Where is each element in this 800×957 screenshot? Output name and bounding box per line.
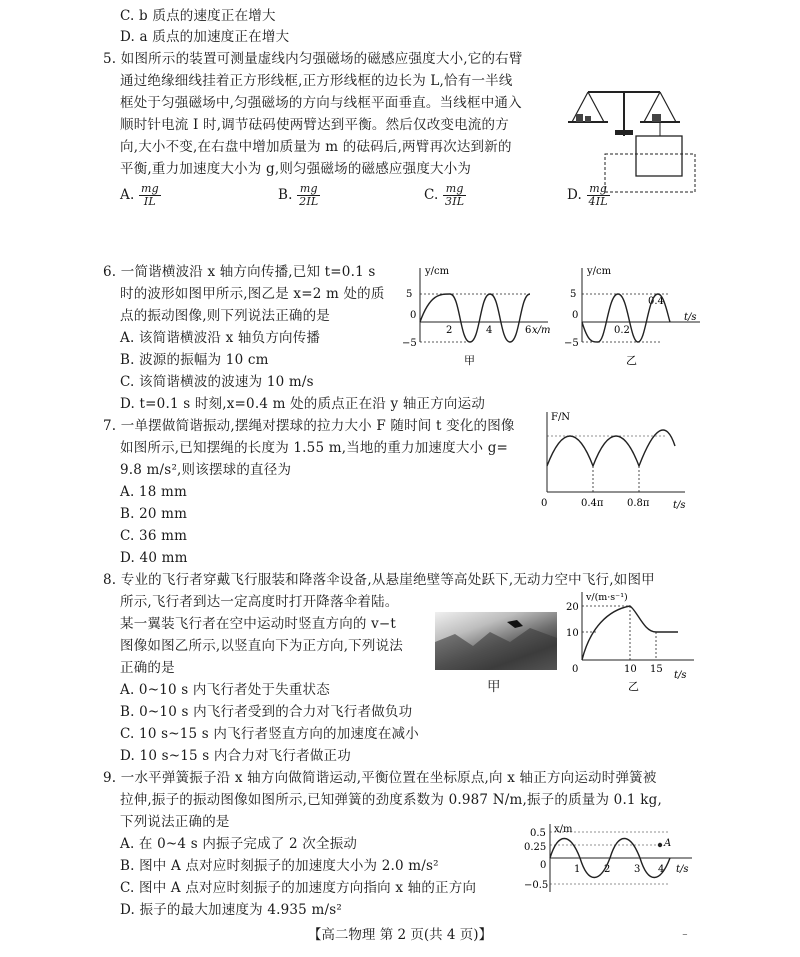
page-footer: 【高二物理 第 2 页(共 4 页)】: [307, 927, 493, 943]
fraction-numerator: mg: [140, 182, 159, 195]
fraction-numerator: mg: [297, 183, 320, 196]
q8-option-c: C. 10 s~15 s 内飞行者竖直方向的加速度在减小: [120, 726, 419, 742]
fraction-denominator: 3IL: [445, 195, 465, 208]
x-tick-label: 4: [486, 325, 493, 336]
q7-option-b: B. 20 mm: [120, 506, 188, 522]
q7-stem-line-1: 7. 一单摆做简谐振动,摆绳对摆球的拉力大小 F 随时间 t 变化的图像: [103, 418, 515, 434]
y-tick-label: 5: [570, 289, 577, 300]
q6-option-c: C. 该简谐横波的波速为 10 m/s: [120, 374, 314, 390]
balance-base: [615, 130, 633, 135]
q8-option-b: B. 0~10 s 内飞行者受到的合力对飞行者做负功: [120, 704, 413, 720]
x-axis-label: t/s: [684, 312, 697, 323]
x-tick-label: 10: [624, 664, 637, 675]
right-weight: [652, 114, 661, 122]
q5-stem-line-2: 通过绝缘细线挂着正方形线框,正方形线框的边长为 L,恰有一半线: [120, 73, 513, 89]
left-weight: [585, 116, 591, 122]
y-tick-label: 0: [540, 860, 547, 871]
y-axis-label: y/cm: [587, 266, 612, 277]
y-tick-label: 5: [406, 289, 413, 300]
q8-photo-caption: 甲: [487, 679, 501, 695]
x-tick-label: 2: [604, 864, 611, 875]
y-tick-label: 20: [566, 602, 579, 613]
q5-option-b: [278, 183, 320, 208]
q8-vt-figure: [560, 588, 700, 702]
q5-stem-line-1: 5. 如图所示的装置可测量虚线内匀强磁场的磁感应强度大小,它的右臂: [103, 51, 523, 67]
mountain-ridge: [435, 628, 557, 670]
corner-mark: ⁻: [682, 930, 689, 943]
fraction-numerator: mg: [443, 183, 466, 196]
q6-option-b: B. 波源的振幅为 10 cm: [120, 352, 269, 368]
balance-diagram: [560, 86, 700, 196]
q6-stem-line-1: 6. 一简谐横波沿 x 轴方向传播,已知 t=0.1 s: [103, 264, 376, 280]
x-tick-label: 2: [446, 325, 453, 336]
q4-option-d: D. a 质点的加速度正在增大: [120, 29, 290, 45]
tension-curve: [547, 430, 675, 466]
x-tick-label: 1: [574, 864, 581, 875]
q8-stem-line-1: 8. 专业的飞行者穿戴飞行服装和降落伞设备,从悬崖绝壁等高处跃下,无动力空中飞行,如图甲: [103, 572, 655, 588]
x-tick-label: 15: [650, 664, 663, 675]
q7-stem-line-2: 如图所示,已知摆绳的长度为 1.55 m,当地的重力加速度大小 g=: [120, 440, 509, 456]
x-tick-label: 0.4π: [581, 498, 604, 509]
q7-stem-line-3: 9.8 m/s²,则该摆球的直径为: [120, 462, 292, 478]
q7-option-c: C. 36 mm: [120, 528, 188, 544]
q9-stem-line-2: 拉伸,振子的振动图像如图所示,已知弹簧的劲度系数为 0.987 N/m,振子的质量为 0.1 kg,: [120, 792, 662, 808]
y-tick-label: 0.25: [524, 842, 547, 853]
fraction: [297, 183, 320, 208]
wingsuit-photo: [435, 612, 557, 670]
y-tick-label: 10: [566, 628, 579, 639]
x-axis-label: t/s: [673, 500, 686, 511]
y-axis-label: y/cm: [425, 266, 450, 277]
q6-stem-line-3: 点的振动图像,则下列说法正确的是: [120, 308, 330, 324]
x-tick-label: 4: [658, 864, 665, 875]
fraction-denominator: 4IL: [588, 195, 608, 208]
q9-option-d: D. 振子的最大加速度为 4.935 m/s²: [120, 902, 342, 918]
square-coil: [636, 136, 682, 176]
y-tick-label: −5: [402, 338, 417, 349]
wingsuit-flyer: [507, 620, 523, 628]
q5-option-label: C.: [424, 187, 439, 203]
q5-option-label: B.: [278, 187, 293, 203]
x-tick-label: 0.8π: [627, 498, 650, 509]
q5-balance-figure: [560, 86, 700, 200]
left-weight: [576, 114, 583, 122]
q6-stem-line-2: 时的波形如图甲所示,图乙是 x=2 m 处的质: [120, 286, 385, 302]
q8-option-a: A. 0~10 s 内飞行者处于失重状态: [120, 682, 330, 698]
y-tick-label: 0: [410, 310, 417, 321]
q8-option-d: D. 10 s~15 s 内合力对飞行者做正功: [120, 748, 351, 764]
q8-stem-line-2: 所示,飞行者到达一定高度时打开降落伞着陆。: [120, 594, 399, 610]
y-axis-label: v/(m·s⁻¹): [586, 592, 628, 603]
q5-option-label: D.: [567, 187, 583, 203]
q5-stem-line-5: 向,大小不变,在右盘中增加质量为 m 的砝码后,两臂再次达到新的: [120, 139, 512, 155]
fraction-denominator: IL: [143, 195, 156, 208]
x-tick-label: 0: [572, 664, 579, 675]
figure-caption: 乙: [628, 680, 639, 693]
q7-option-a: A. 18 mm: [120, 484, 188, 500]
q8-stem-line-5: 正确的是: [120, 660, 175, 676]
q5-stem-line-6: 平衡,重力加速度大小为 g,则匀强磁场的磁感应强度大小为: [120, 161, 472, 177]
figure-caption: 甲: [464, 354, 475, 367]
x-tick-label: 0: [541, 498, 548, 509]
y-axis-label: x/m: [554, 824, 573, 835]
q5-stem-line-4: 顺时针电流 I 时,调节砝码使两臂达到平衡。然后仅改变电流的方: [120, 117, 509, 133]
q9-option-b: B. 图中 A 点对应时刻振子的加速度大小为 2.0 m/s²: [120, 858, 439, 874]
fraction: [443, 183, 466, 208]
q7-figure: [535, 406, 695, 520]
q5-stem-line-3: 框处于匀强磁场中,匀强磁场的方向与线框平面垂直。当线框中通入: [120, 95, 522, 111]
y-tick-label: 0.5: [530, 828, 546, 839]
y-tick-label: 0: [572, 310, 579, 321]
q9-stem-line-1: 9. 一水平弹簧振子沿 x 轴方向做简谐运动,平衡位置在坐标原点,向 x 轴正方向运动时弹簧被: [103, 770, 657, 786]
q8-stem-line-4: 图像如图乙所示,以竖直向下为正方向,下列说法: [120, 638, 403, 654]
q8-stem-line-3: 某一翼装飞行者在空中运动时竖直方向的 v−t: [120, 616, 397, 632]
q9-stem-line-3: 下列说法正确的是: [120, 814, 230, 830]
q4-option-c: C. b 质点的速度正在增大: [120, 8, 276, 24]
fraction: [139, 183, 161, 208]
y-axis-label: F/N: [551, 412, 571, 423]
fraction-numerator: mg: [587, 183, 610, 196]
q9-option-c: C. 图中 A 点对应时刻振子的加速度方向指向 x 轴的正方向: [120, 880, 477, 896]
x-axis-label: t/s: [674, 670, 687, 681]
y-tick-label: −5: [564, 338, 579, 349]
point-a-marker: [658, 843, 662, 847]
figure-caption: 乙: [626, 354, 637, 367]
q9-figure: [520, 822, 700, 898]
x-axis-label: x/m: [532, 325, 551, 336]
x-axis-label: t/s: [676, 864, 689, 875]
fraction-denominator: 2IL: [299, 195, 319, 208]
q6-figure-yi: [560, 260, 710, 374]
point-a-label: A: [664, 838, 672, 849]
y-tick-label: −0.5: [524, 880, 549, 891]
q6-option-a: A. 该简谐横波沿 x 轴负方向传播: [120, 330, 321, 346]
x-tick-label: 0.4: [648, 296, 664, 307]
q5-option-label: A.: [120, 187, 135, 203]
q7-option-d: D. 40 mm: [120, 550, 188, 566]
x-tick-label: 0.2: [614, 325, 630, 336]
q6-figure-jia: [398, 260, 558, 374]
q6-option-d: D. t=0.1 s 时刻,x=0.4 m 处的质点正在沿 y 轴正方向运动: [120, 396, 486, 412]
x-tick-label: 6: [525, 325, 532, 336]
q5-option-a: [120, 183, 161, 208]
q5-option-c: [424, 183, 466, 208]
q9-option-a: A. 在 0~4 s 内振子完成了 2 次全振动: [120, 836, 358, 852]
x-tick-label: 3: [634, 864, 641, 875]
wave-curve: [420, 294, 530, 342]
